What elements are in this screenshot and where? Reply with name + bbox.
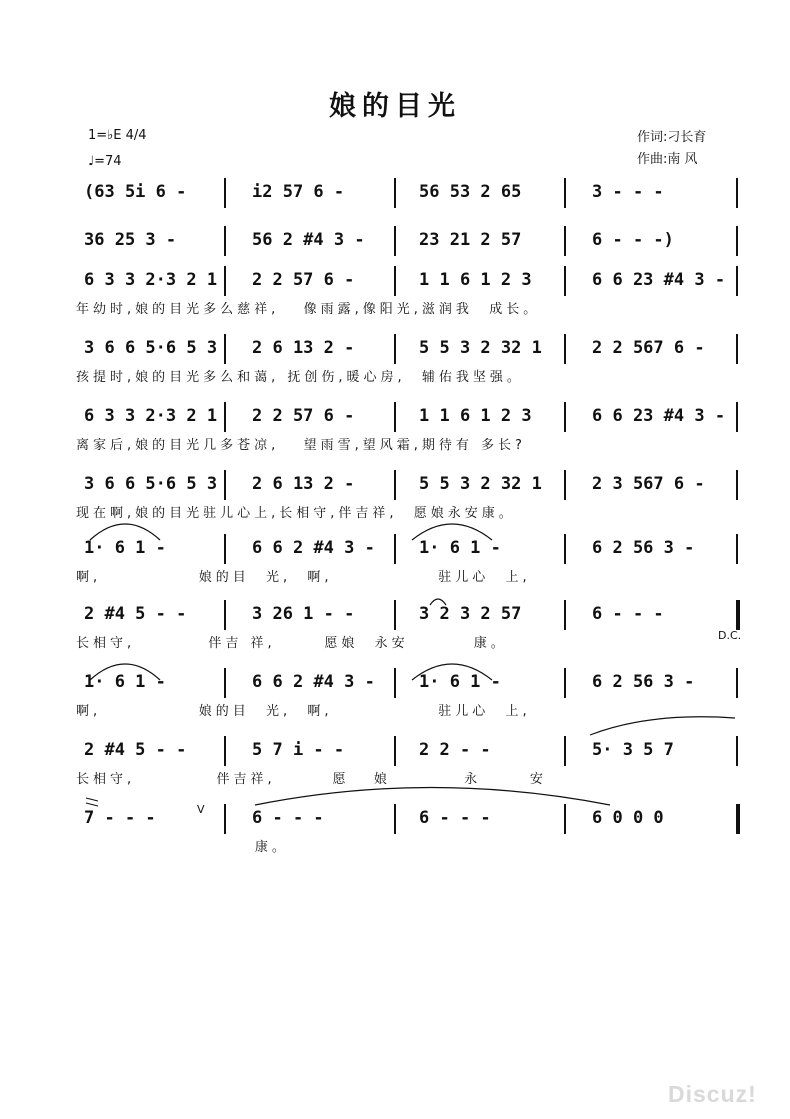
lyrics-line: 离家后,娘的目光几多苍凉, 望雨雪,望风霜,期待有 多长? (76, 438, 526, 453)
tie-arc (255, 788, 610, 806)
composer: 作曲:南 风 (637, 152, 698, 167)
measure-notes: 2 2 567 6 - (592, 338, 705, 358)
measure-notes: 3 6 6 5·6 5 3 (84, 338, 218, 358)
lyrics-line: 现在啊,娘的目光驻儿心上,长相守,伴吉祥, 愿娘永安康。 (76, 506, 516, 521)
measure-notes: 6 3 3 2·3 2 1 (84, 406, 218, 426)
measure-notes: 2 2 - - (419, 740, 491, 760)
measure-notes: 6 - - -) (592, 230, 674, 250)
measure-notes: 2 6 13 2 - (252, 338, 355, 358)
measure-notes: 36 25 3 - (84, 230, 177, 250)
measure-notes: 7 - - - (84, 808, 156, 828)
tempo-marking: ♩=74 (88, 154, 122, 169)
measure-notes: 56 2 #4 3 - (252, 230, 365, 250)
lyricist: 作词:刁长育 (637, 130, 707, 145)
lyrics-line: 长相守, 伴吉 祥, 愿娘 永安 康。 (76, 636, 508, 651)
song-title: 娘的目光 (329, 91, 461, 122)
measure-notes: 2 2 57 6 - (252, 270, 355, 290)
measure-notes: 5· 3 5 7 (592, 740, 674, 760)
measure-notes: 2 2 57 6 - (252, 406, 355, 426)
lyrics-line: 年幼时,娘的目光多么慈祥, 像雨露,像阳光,滋润我 成长。 (76, 302, 541, 317)
measure-notes: 6 - - - (592, 604, 664, 624)
measure-notes: 6 3 3 2·3 2 1 (84, 270, 218, 290)
measure-notes: 2 6 13 2 - (252, 474, 355, 494)
measure-notes: 6 - - - (419, 808, 491, 828)
measure-notes: 3 6 6 5·6 5 3 (84, 474, 218, 494)
lyrics-line: 长相守, 伴吉祥, 愿 娘 永 安 (76, 772, 547, 787)
measure-notes: 5 5 3 2 32 1 (419, 474, 542, 494)
measure-notes: 6 6 2 #4 3 - (252, 672, 375, 692)
lyrics-line: 康。 (76, 840, 289, 855)
measure-notes: 6 2 56 3 - (592, 672, 695, 692)
measure-notes: 2 #4 5 - - (84, 604, 187, 624)
slur-arc (90, 524, 160, 540)
measure-notes: (63 5i 6 - (84, 182, 187, 202)
slur-arc (412, 664, 492, 680)
slur-arc (590, 717, 735, 735)
measure-notes: 1· 6 1 - (84, 538, 166, 558)
measure-notes: 6 - - - (252, 808, 324, 828)
measure-notes: 1· 6 1 - (419, 538, 501, 558)
measure-notes: 6 6 23 #4 3 - (592, 406, 726, 426)
measure-notes: 3 - - - (592, 182, 664, 202)
measure-notes: 1 1 6 1 2 3 (419, 406, 532, 426)
measure-notes: 6 6 2 #4 3 - (252, 538, 375, 558)
slur-arc (412, 524, 492, 540)
measure-notes: 3 2 3 2 57 (419, 604, 522, 624)
measure-notes: 6 0 0 0 (592, 808, 664, 828)
fermata-sign (86, 798, 98, 806)
breath-mark: V (197, 803, 205, 816)
measure-notes: 6 6 23 #4 3 - (592, 270, 726, 290)
measure-notes: i2 57 6 - (252, 182, 345, 202)
measure-notes: 56 53 2 65 (419, 182, 522, 202)
measure-notes: 1· 6 1 - (84, 672, 166, 692)
lyrics-line: 孩提时,娘的目光多么和蔼, 抚创伤,暖心房, 辅佑我坚强。 (76, 370, 524, 385)
key-signature: 1=♭E 4/4 (88, 128, 147, 143)
measure-notes: 5 5 3 2 32 1 (419, 338, 542, 358)
watermark: Discuz! (668, 1081, 757, 1107)
measure-notes: 2 #4 5 - - (84, 740, 187, 760)
dc-mark: D.C. (718, 629, 742, 642)
measure-notes: 5 7 i - - (252, 740, 345, 760)
measure-notes: 1 1 6 1 2 3 (419, 270, 532, 290)
slur-arc (430, 599, 446, 605)
measure-notes: 3 26 1 - - (252, 604, 355, 624)
measure-notes: 2 3 567 6 - (592, 474, 705, 494)
lyrics-line: 啊, 娘的目 光, 啊, 驻儿心 上, (76, 704, 531, 719)
slur-arc (90, 664, 160, 680)
measure-notes: 1· 6 1 - (419, 672, 501, 692)
measure-notes: 6 2 56 3 - (592, 538, 695, 558)
lyrics-line: 啊, 娘的目 光, 啊, 驻儿心 上, (76, 570, 531, 585)
measure-notes: 23 21 2 57 (419, 230, 522, 250)
